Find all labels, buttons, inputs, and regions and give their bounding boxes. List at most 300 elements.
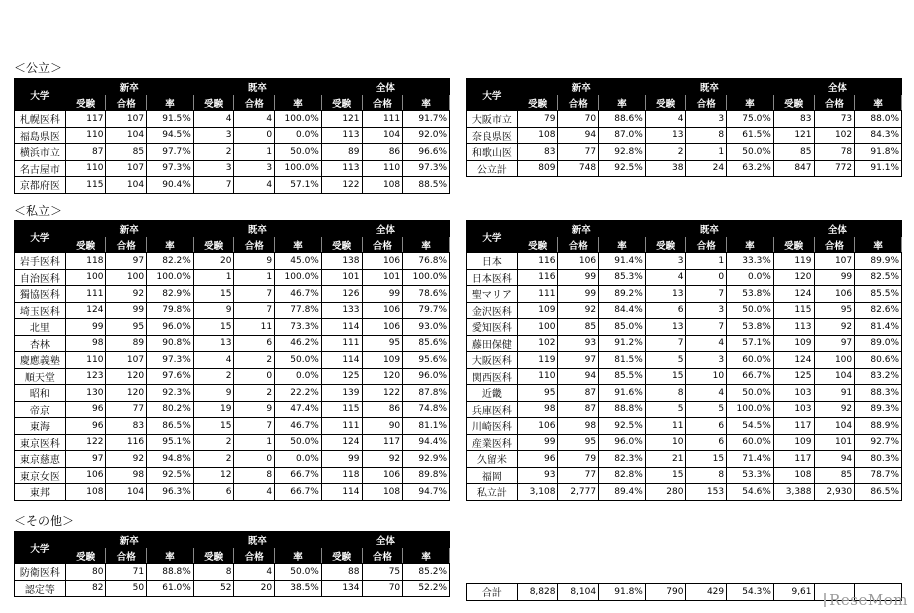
header-sub: 受験 (321, 237, 362, 253)
table-cell: 82.2% (147, 253, 194, 270)
table-cell: 102 (814, 127, 855, 144)
table-cell: 93.0% (403, 319, 450, 336)
table-cell: 115 (321, 401, 362, 418)
header-sub: 受験 (773, 237, 814, 253)
table-row (467, 352, 902, 369)
table-cell: 92.0% (403, 127, 450, 144)
table-cell: 121 (321, 111, 362, 128)
table-cell: 50.0% (275, 352, 322, 369)
table-cell: 89 (321, 144, 362, 161)
table-cell: 97.3% (147, 160, 194, 177)
table-cell: 92 (362, 451, 403, 468)
table-cell: 57.1% (275, 177, 322, 194)
table-cell: 124 (773, 352, 814, 369)
table-cell: 66.7% (275, 467, 322, 484)
table-cell: 122 (321, 177, 362, 194)
table-cell: 1 (234, 144, 275, 161)
table-cell: 91.1% (855, 160, 902, 177)
table-cell: 3,388 (773, 484, 814, 501)
table-cell: 100.0% (275, 160, 322, 177)
table-cell: 47.4% (275, 401, 322, 418)
table-cell: 790 (645, 584, 686, 601)
table-row (15, 434, 450, 451)
table-cell: 113 (321, 127, 362, 144)
header-sub: 率 (147, 237, 194, 253)
table-cell: 94 (558, 368, 599, 385)
table-cell: 99 (558, 286, 599, 303)
table-cell: 85 (558, 319, 599, 336)
table-cell: 94.7% (403, 484, 450, 501)
table-cell: 94 (814, 451, 855, 468)
table-cell: 70 (362, 580, 403, 597)
table-cell: 117 (773, 451, 814, 468)
table-cell: 108 (517, 127, 558, 144)
table-cell: 100.0% (275, 269, 322, 286)
header-group-row (467, 79, 902, 95)
header-sub: 率 (855, 237, 902, 253)
header-sub: 率 (403, 237, 450, 253)
university-name: 京都府医 (15, 177, 66, 194)
table-cell: 7 (193, 177, 234, 194)
table-cell: 99 (517, 434, 558, 451)
university-name: 慶應義塾 (15, 352, 66, 369)
table-row (15, 401, 450, 418)
table-cell: 9 (193, 385, 234, 402)
table-cell: 121 (773, 127, 814, 144)
table-cell: 7 (234, 418, 275, 435)
table-cell: 106 (362, 467, 403, 484)
table-cell: 57.1% (727, 335, 774, 352)
resemom-logo: ReseMom (824, 591, 908, 609)
table-cell: 91.8% (855, 144, 902, 161)
table-cell: 19 (193, 401, 234, 418)
table-cell: 94.8% (147, 451, 194, 468)
table-cell: 109 (362, 352, 403, 369)
table-cell: 106 (517, 418, 558, 435)
table-cell: 99 (362, 286, 403, 303)
table-row (467, 467, 902, 484)
header-group-row (15, 79, 450, 95)
university-name: 名古屋市 (15, 160, 66, 177)
table-cell: 116 (517, 253, 558, 270)
table-cell: 2 (193, 368, 234, 385)
table-row (15, 177, 450, 194)
table-cell: 97 (65, 451, 106, 468)
table-cell: 92 (814, 319, 855, 336)
table-cell: 116 (517, 269, 558, 286)
table-cell: 38.5% (275, 580, 322, 597)
table-cell: 85 (106, 144, 147, 161)
table-cell: 4 (234, 484, 275, 501)
table-cell: 0 (234, 127, 275, 144)
table-cell: 94 (558, 127, 599, 144)
header-group: 新卒 (65, 532, 193, 548)
university-name: 認定等 (15, 580, 66, 597)
header-sub: 受験 (321, 548, 362, 564)
table-cell: 748 (558, 160, 599, 177)
table-cell: 91.5% (147, 111, 194, 128)
table-cell: 50.0% (275, 564, 322, 581)
table-cell: 96.3% (147, 484, 194, 501)
table-cell: 100 (814, 352, 855, 369)
header-sub: 率 (727, 237, 774, 253)
table-cell: 89 (106, 335, 147, 352)
table-cell: 0.0% (275, 368, 322, 385)
table-cell: 0.0% (275, 451, 322, 468)
university-name: 岩手医科 (15, 253, 66, 270)
table-cell: 99 (321, 451, 362, 468)
university-name: 昭和 (15, 385, 66, 402)
section-title-private: ＜私立＞ (14, 204, 63, 218)
table-cell: 70 (558, 111, 599, 128)
header-sub-row (15, 237, 450, 253)
table-row (15, 335, 450, 352)
table-cell: 50.0% (275, 434, 322, 451)
university-name: 北里 (15, 319, 66, 336)
university-name: 藤田保健 (467, 335, 518, 352)
table-cell: 8 (686, 467, 727, 484)
table-cell: 91 (814, 385, 855, 402)
table-cell: 6 (193, 484, 234, 501)
table-cell: 101 (362, 269, 403, 286)
table-row (467, 451, 902, 468)
table-cell: 98 (558, 418, 599, 435)
table-cell: 85.2% (403, 564, 450, 581)
table-cell: 89.4% (599, 484, 646, 501)
table-cell: 61.5% (727, 127, 774, 144)
table-cell: 107 (106, 160, 147, 177)
header-group: 全体 (321, 532, 449, 548)
table-cell: 280 (645, 484, 686, 501)
table-cell: 82 (65, 580, 106, 597)
table-cell: 92.3% (147, 385, 194, 402)
table-cell: 8,828 (517, 584, 558, 601)
university-name: 愛知医科 (467, 319, 518, 336)
table-cell: 2 (234, 352, 275, 369)
table-cell: 101 (814, 434, 855, 451)
university-name: 帝京 (15, 401, 66, 418)
private-table-left (14, 220, 450, 501)
table-cell: 77 (106, 401, 147, 418)
table-cell: 7 (686, 286, 727, 303)
university-name: 札幌医科 (15, 111, 66, 128)
table-cell: 1 (234, 269, 275, 286)
table-cell: 8 (234, 467, 275, 484)
table-cell: 46.2% (275, 335, 322, 352)
table-cell: 97 (558, 352, 599, 369)
university-name: 日本 (467, 253, 518, 270)
table-cell: 79 (517, 111, 558, 128)
table-cell: 92 (106, 286, 147, 303)
table-cell: 92 (106, 451, 147, 468)
table-cell: 138 (321, 253, 362, 270)
table-cell: 96.6% (403, 144, 450, 161)
table-cell: 119 (773, 253, 814, 270)
table-row (467, 144, 902, 161)
table-cell: 111 (65, 286, 106, 303)
table-cell: 120 (106, 385, 147, 402)
university-name: 埼玉医科 (15, 302, 66, 319)
table-cell: 61.0% (147, 580, 194, 597)
table-cell: 90 (362, 418, 403, 435)
table-cell: 120 (106, 368, 147, 385)
university-name: 東邦 (15, 484, 66, 501)
table-cell: 92.9% (403, 451, 450, 468)
table-cell: 87 (65, 144, 106, 161)
table-cell: 63.2% (727, 160, 774, 177)
header-group-row (15, 532, 450, 548)
table-cell: 120 (773, 269, 814, 286)
table-cell: 4 (645, 111, 686, 128)
table-cell: 20 (193, 253, 234, 270)
table-cell: 4 (193, 111, 234, 128)
public-table-left (14, 78, 450, 194)
table-cell: 5 (645, 401, 686, 418)
table-cell: 114 (321, 319, 362, 336)
table-cell: 0 (234, 368, 275, 385)
table-cell: 106 (362, 253, 403, 270)
table-cell: 95 (814, 302, 855, 319)
table-row (467, 127, 902, 144)
header-univ: 大学 (15, 221, 66, 253)
university-name: 防衛医科 (15, 564, 66, 581)
university-name: 東京慈恵 (15, 451, 66, 468)
table-cell: 0 (686, 269, 727, 286)
table-cell: 117 (65, 111, 106, 128)
table-cell: 89.3% (855, 401, 902, 418)
university-name: 川崎医科 (467, 418, 518, 435)
table-cell: 111 (517, 286, 558, 303)
table-cell: 153 (686, 484, 727, 501)
table-cell: 116 (106, 434, 147, 451)
table-cell: 89.9% (855, 253, 902, 270)
table-cell: 97.3% (403, 160, 450, 177)
table-row (15, 352, 450, 369)
table-cell: 94.5% (147, 127, 194, 144)
table-row (15, 467, 450, 484)
table-cell: 91.8% (599, 584, 646, 601)
header-group: 既卒 (193, 532, 321, 548)
table-cell: 0.0% (727, 269, 774, 286)
table-cell: 50 (106, 580, 147, 597)
table-row (15, 385, 450, 402)
table-cell: 75.0% (727, 111, 774, 128)
table-cell: 2 (193, 434, 234, 451)
table-cell: 50.0% (727, 385, 774, 402)
header-sub: 受験 (65, 95, 106, 111)
table-cell: 60.0% (727, 434, 774, 451)
header-sub: 率 (275, 95, 322, 111)
table-cell: 126 (321, 286, 362, 303)
table-cell: 91.6% (599, 385, 646, 402)
university-name: 金沢医科 (467, 302, 518, 319)
table-row (15, 580, 450, 597)
table-cell: 83.2% (855, 368, 902, 385)
header-sub: 合格 (558, 95, 599, 111)
table-cell: 87 (558, 385, 599, 402)
university-name: 杏林 (15, 335, 66, 352)
table-cell: 15 (686, 451, 727, 468)
table-cell: 847 (773, 160, 814, 177)
table-cell: 53.3% (727, 467, 774, 484)
table-cell: 79 (558, 451, 599, 468)
header-sub: 合格 (106, 548, 147, 564)
table-cell: 104 (814, 418, 855, 435)
header-group-row (467, 221, 902, 237)
table-cell: 107 (814, 253, 855, 270)
table-cell: 90.8% (147, 335, 194, 352)
university-name: 久留米 (467, 451, 518, 468)
header-sub: 受験 (645, 237, 686, 253)
header-sub: 受験 (193, 237, 234, 253)
table-row (467, 319, 902, 336)
table-cell: 117 (773, 418, 814, 435)
table-cell: 85 (773, 144, 814, 161)
table-cell: 10 (686, 368, 727, 385)
header-sub: 受験 (65, 237, 106, 253)
table-cell: 2,777 (558, 484, 599, 501)
table-cell: 113 (321, 160, 362, 177)
table-cell: 53.8% (727, 286, 774, 303)
table-cell: 119 (517, 352, 558, 369)
table-cell: 82.9% (147, 286, 194, 303)
table-cell: 81.5% (599, 352, 646, 369)
table-cell: 80.6% (855, 352, 902, 369)
table-cell: 74.8% (403, 401, 450, 418)
table-row (15, 418, 450, 435)
table-row (15, 111, 450, 128)
table-cell: 96.0% (147, 319, 194, 336)
table-cell: 91.2% (599, 335, 646, 352)
table-cell: 92.5% (147, 467, 194, 484)
table-cell: 100 (106, 269, 147, 286)
table-cell: 99 (814, 269, 855, 286)
header-univ: 大学 (15, 79, 66, 111)
header-sub: 合格 (362, 95, 403, 111)
table-cell: 15 (193, 319, 234, 336)
table-cell: 130 (65, 385, 106, 402)
table-cell: 109 (773, 434, 814, 451)
table-cell: 124 (773, 286, 814, 303)
university-name: 東海 (15, 418, 66, 435)
table-cell: 3 (686, 111, 727, 128)
table-cell: 96 (65, 401, 106, 418)
table-row (467, 111, 902, 128)
table-cell: 66.7% (727, 368, 774, 385)
table-cell: 21 (645, 451, 686, 468)
table-cell: 91.4% (599, 253, 646, 270)
header-group: 既卒 (645, 79, 773, 95)
header-sub-row (467, 237, 902, 253)
table-cell: 9 (234, 253, 275, 270)
header-sub: 率 (599, 95, 646, 111)
table-cell: 4 (234, 111, 275, 128)
table-cell: 103 (773, 401, 814, 418)
table-cell: 13 (645, 286, 686, 303)
table-cell: 92.5% (599, 160, 646, 177)
table-cell: 12 (193, 467, 234, 484)
other-table-left (14, 531, 450, 597)
table-cell: 13 (645, 127, 686, 144)
table-cell: 6 (234, 335, 275, 352)
header-sub-row (15, 548, 450, 564)
table-cell: 429 (686, 584, 727, 601)
table-cell: 71 (106, 564, 147, 581)
table-cell: 52 (193, 580, 234, 597)
table-cell: 95.1% (147, 434, 194, 451)
table-cell: 75 (362, 564, 403, 581)
header-sub: 率 (727, 95, 774, 111)
table-cell: 80.3% (855, 451, 902, 468)
university-name: 東京女医 (15, 467, 66, 484)
table-cell: 100 (65, 269, 106, 286)
table-cell: 120 (362, 368, 403, 385)
table-cell: 60.0% (727, 352, 774, 369)
table-cell: 92.7% (855, 434, 902, 451)
table-cell: 117 (362, 434, 403, 451)
table-cell: 13 (193, 335, 234, 352)
header-group: 全体 (773, 221, 901, 237)
table-cell: 94.4% (403, 434, 450, 451)
table-cell: 97 (106, 253, 147, 270)
table-cell: 8 (193, 564, 234, 581)
table-cell: 4 (234, 564, 275, 581)
table-cell: 85.5% (855, 286, 902, 303)
table-cell: 89.0% (855, 335, 902, 352)
section-title-public: ＜公立＞ (14, 61, 63, 75)
table-row (467, 160, 902, 177)
table-cell: 1 (234, 434, 275, 451)
table-cell: 107 (106, 352, 147, 369)
table-cell: 84.3% (855, 127, 902, 144)
table-cell: 88.9% (855, 418, 902, 435)
table-cell: 90.4% (147, 177, 194, 194)
table-cell: 8 (645, 385, 686, 402)
university-name: 公立計 (467, 160, 518, 177)
table-cell: 9,61 (773, 584, 814, 601)
table-cell: 7 (686, 319, 727, 336)
table-cell: 122 (362, 385, 403, 402)
table-cell: 102 (517, 335, 558, 352)
table-cell: 96 (517, 451, 558, 468)
table-cell: 95.6% (403, 352, 450, 369)
header-group: 新卒 (65, 221, 193, 237)
private-table-right (466, 220, 902, 501)
header-univ: 大学 (467, 79, 518, 111)
table-cell: 3 (686, 302, 727, 319)
table-cell: 80.2% (147, 401, 194, 418)
table-cell: 2 (193, 144, 234, 161)
table-cell: 92.8% (599, 144, 646, 161)
table-row (467, 286, 902, 303)
table-row (467, 368, 902, 385)
table-cell: 83 (106, 418, 147, 435)
table-cell: 125 (773, 368, 814, 385)
header-sub: 合格 (814, 237, 855, 253)
header-group-row (15, 221, 450, 237)
header-sub: 合格 (814, 95, 855, 111)
table-cell: 1 (686, 253, 727, 270)
header-sub: 合格 (362, 237, 403, 253)
table-cell: 118 (321, 467, 362, 484)
table-row (15, 368, 450, 385)
table-cell: 772 (814, 160, 855, 177)
table-cell: 15 (193, 286, 234, 303)
total-label: 合計 (467, 584, 518, 601)
table-cell: 89.8% (403, 467, 450, 484)
table-row (15, 302, 450, 319)
table-row (467, 253, 902, 270)
